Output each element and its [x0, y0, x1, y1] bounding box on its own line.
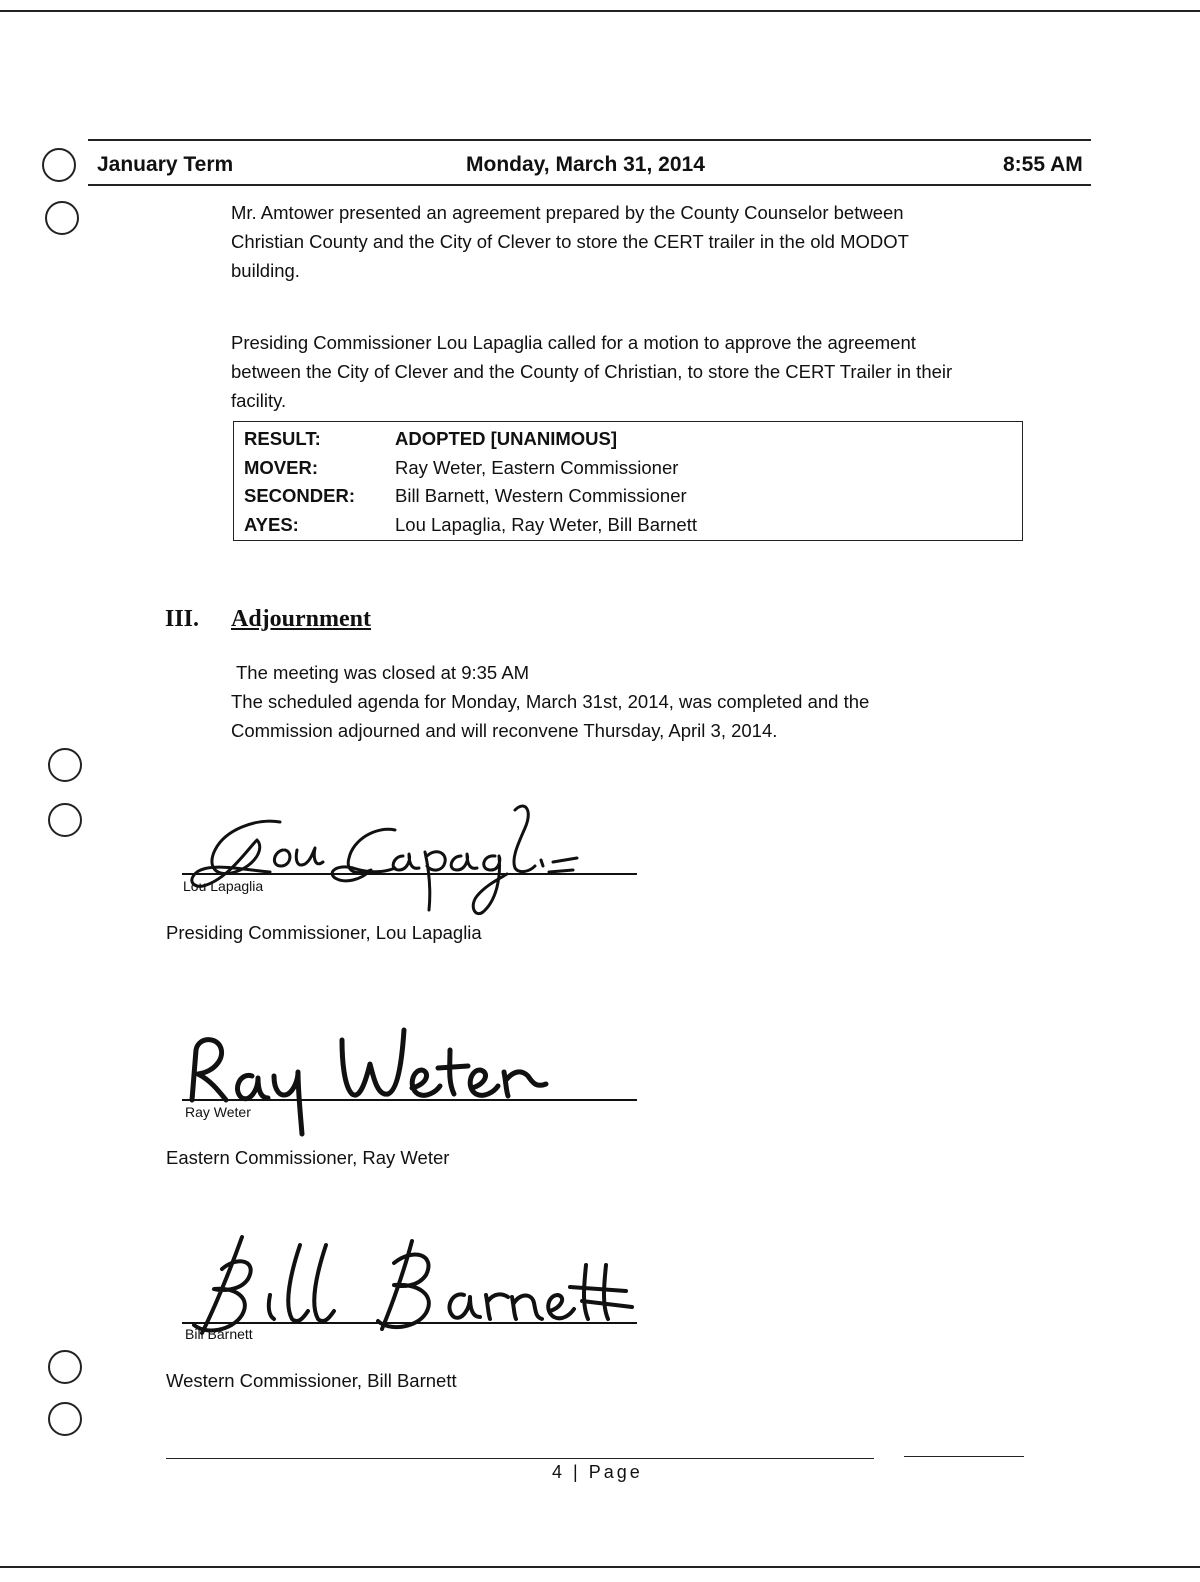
- punch-hole-icon: [48, 1402, 82, 1436]
- punch-hole-icon: [48, 748, 82, 782]
- signature-ray-weter: [182, 1010, 582, 1140]
- section-title: Adjournment: [231, 606, 372, 632]
- page-number: 4 | Page: [552, 1462, 643, 1482]
- vote-result-table: [233, 421, 1023, 541]
- signature-caption: Eastern Commissioner, Ray Weter: [166, 1147, 450, 1168]
- paragraph-line: Presiding Commissioner Lou Lapaglia called for a motion to approve the agreement: [231, 332, 916, 353]
- signature-caption: Western Commissioner, Bill Barnett: [166, 1370, 457, 1391]
- section-number: III.: [165, 606, 200, 632]
- signature-name: Ray Weter: [185, 1104, 251, 1120]
- signature-name: Lou Lapaglia: [183, 878, 264, 894]
- paragraph-agreement: [231, 198, 1031, 285]
- footer-rule: [166, 1458, 874, 1459]
- vote-label: RESULT:: [244, 428, 321, 449]
- signature-line: [182, 1322, 637, 1324]
- punch-hole-icon: [48, 803, 82, 837]
- header-top-rule: [88, 139, 1091, 141]
- scan-top-border: [0, 10, 1200, 12]
- signature-caption: Presiding Commissioner, Lou Lapaglia: [166, 922, 482, 943]
- footer-rule-right: [904, 1456, 1024, 1457]
- vote-label: SECONDER:: [244, 485, 356, 506]
- vote-value: ADOPTED [UNANIMOUS]: [395, 428, 617, 449]
- paragraph-line: Mr. Amtower presented an agreement prepared by the County Counselor between: [231, 202, 904, 223]
- punch-hole-icon: [45, 201, 79, 235]
- vote-label: MOVER:: [244, 457, 318, 478]
- punch-hole-icon: [48, 1350, 82, 1384]
- signature-name: Bill Barnett: [185, 1326, 253, 1342]
- header-time: 8:55 AM: [1003, 153, 1083, 176]
- vote-value: Lou Lapaglia, Ray Weter, Bill Barnett: [395, 514, 697, 535]
- header-term: January Term: [97, 153, 234, 176]
- signature-lou-lapaglia: [185, 800, 605, 920]
- signature-line: [182, 873, 637, 875]
- paragraph-line: facility.: [231, 390, 287, 411]
- adjournment-text: [231, 658, 1031, 745]
- adjournment-line: The scheduled agenda for Monday, March 31st, 2014, was completed and the: [231, 691, 870, 712]
- adjournment-line: Commission adjourned and will reconvene Thursday, April 3, 2014.: [231, 720, 778, 741]
- vote-value: Bill Barnett, Western Commissioner: [395, 485, 687, 506]
- paragraph-line: between the City of Clever and the County of Christian, to store the CERT Trailer in their: [231, 361, 953, 382]
- paragraph-motion: [231, 328, 1031, 415]
- paragraph-line: Christian County and the City of Clever to store the CERT trailer in the old MODOT: [231, 231, 909, 252]
- scan-bottom-border: [0, 1566, 1200, 1568]
- adjournment-line: The meeting was closed at 9:35 AM: [236, 662, 530, 683]
- vote-label: AYES:: [244, 514, 299, 535]
- vote-value: Ray Weter, Eastern Commissioner: [395, 457, 679, 478]
- paragraph-line: building.: [231, 260, 300, 281]
- signature-line: [182, 1099, 637, 1101]
- punch-hole-icon: [42, 148, 76, 182]
- header-bottom-rule: [88, 184, 1091, 186]
- header-date: Monday, March 31, 2014: [466, 153, 705, 176]
